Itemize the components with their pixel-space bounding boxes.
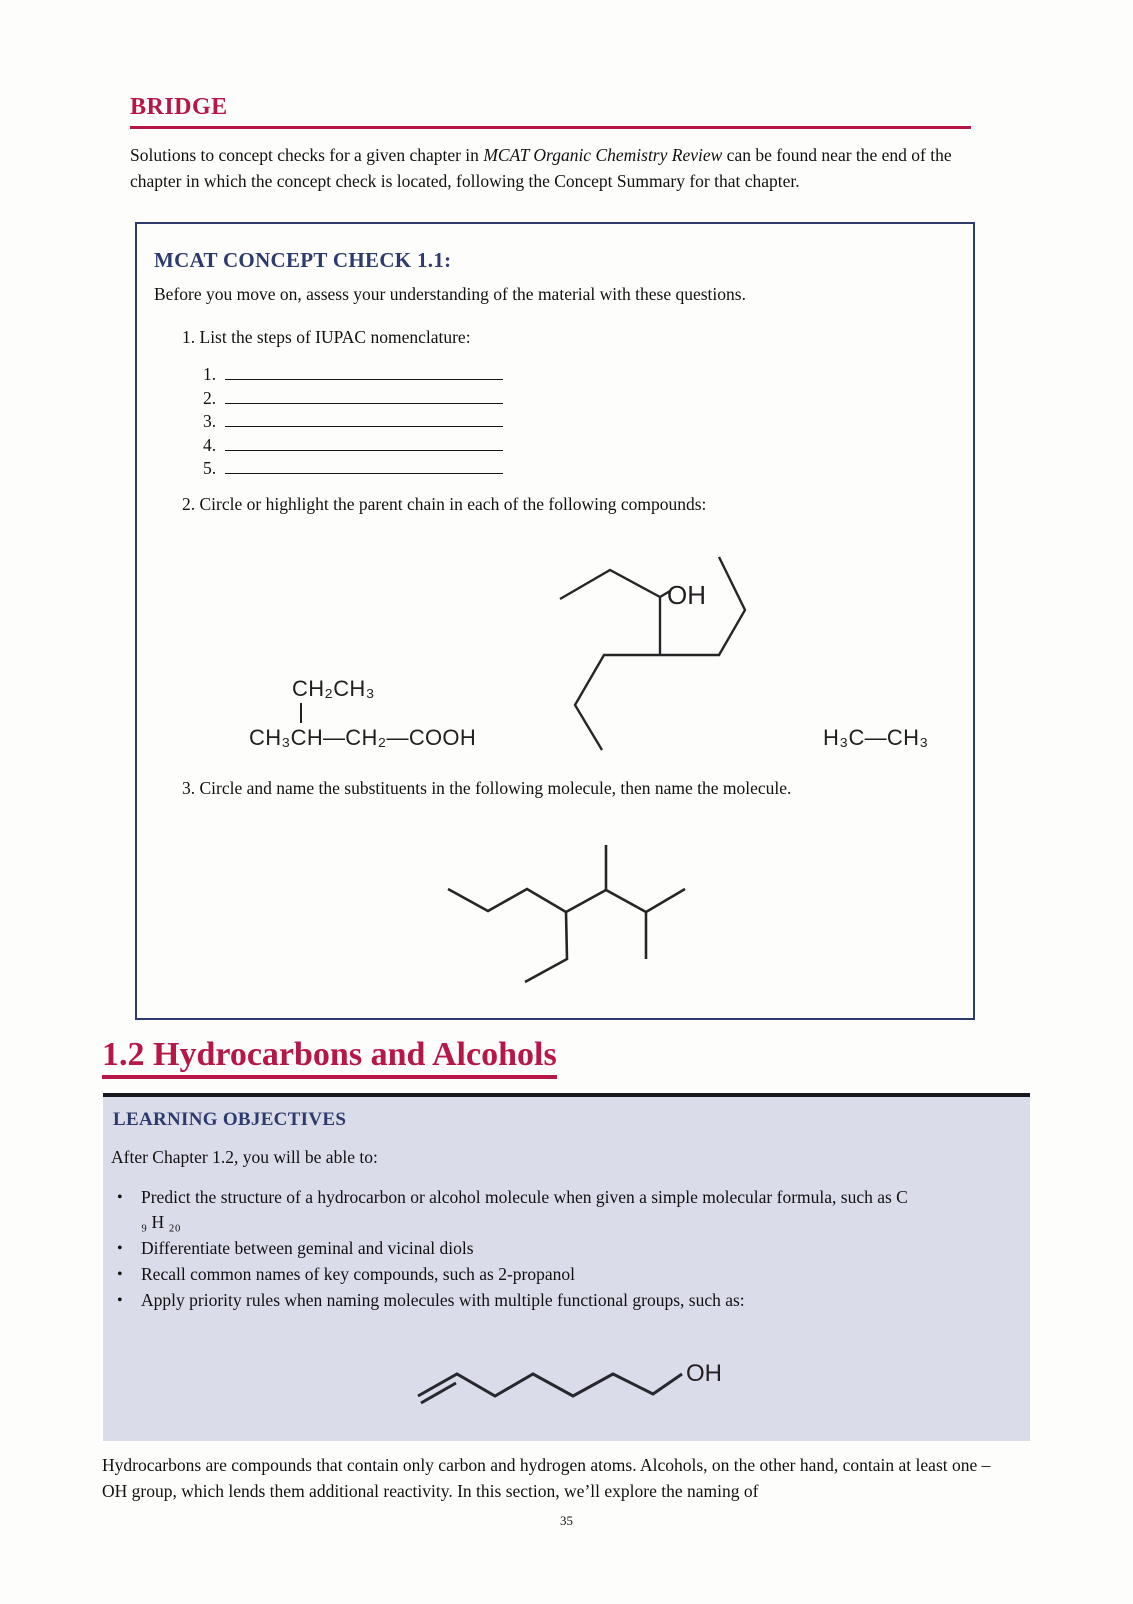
bond-line — [300, 703, 302, 723]
bridge-text-pre: Solutions to concept checks for a given chapter in — [130, 145, 484, 165]
objective-text: Recall common names of key compounds, such as 2-propanol — [141, 1264, 575, 1284]
oh-label: OH — [686, 1360, 722, 1387]
answer-blank-line — [225, 362, 503, 380]
question-1-blanks — [203, 362, 503, 480]
blank-number: 3. — [203, 411, 217, 431]
answer-blank-line — [225, 433, 503, 451]
blank-number: 2. — [203, 387, 217, 408]
answer-blank-line — [225, 409, 503, 427]
objective-item — [111, 1288, 1011, 1313]
question-3-text: Circle and name the substituents in the following molecule, then name the molecule. — [199, 778, 792, 798]
concept-check-title: MCAT CONCEPT CHECK 1.1: — [154, 248, 452, 272]
blank-row — [203, 386, 503, 410]
skeletal-structure-branched-alkane — [440, 836, 700, 991]
question-1 — [182, 327, 471, 348]
blank-number: 1. — [203, 364, 217, 384]
bullet-icon: • — [117, 1189, 123, 1206]
blank-row — [203, 456, 503, 480]
question-2-text: Circle or highlight the parent chain in each of the following compounds: — [199, 494, 707, 514]
question-1-text: List the steps of IUPAC nomenclature: — [199, 327, 471, 347]
learning-objectives-intro: After Chapter 1.2, you will be able to: — [111, 1147, 378, 1167]
objective-text: Apply priority rules when naming molecules with multiple functional groups, such as: — [141, 1290, 745, 1310]
bridge-paragraph — [130, 142, 980, 194]
question-3-number: 3. — [182, 778, 196, 798]
learning-objectives-box — [103, 1093, 1030, 1441]
page-number: 35 — [560, 1513, 573, 1528]
question-1-number: 1. — [182, 327, 196, 347]
section-heading: 1.2 Hydrocarbons and Alcohols — [102, 1036, 557, 1079]
blank-number: 5. — [203, 458, 217, 478]
objective-formula: ₉ H ₂₀ — [141, 1212, 181, 1232]
skeletal-structure-alcohol — [527, 535, 772, 765]
blank-row — [203, 409, 503, 433]
bridge-text-post: can be found near the end of the chapter in which the concept check is located, following the Concept Summary for that chapter. — [130, 145, 952, 191]
closing-paragraph: Hydrocarbons are compounds that contain only carbon and hydrogen atoms. Alcohols, on the other hand, contain at least one –OH group, which lends them additional reactivity. In this section, we’ll explore the naming of — [102, 1455, 991, 1501]
condensed-formula-ethane: H₃C—CH₃ — [823, 725, 929, 750]
blank-number: 4. — [203, 434, 217, 455]
question-2 — [182, 494, 706, 515]
objective-item — [111, 1185, 1011, 1235]
answer-blank-line — [225, 386, 503, 404]
objective-text: Differentiate between geminal and vicinal diols — [141, 1238, 474, 1258]
condensed-formula-main-chain: CH₃CH—CH₂—COOH — [249, 725, 477, 750]
bullet-icon: • — [117, 1266, 123, 1283]
learning-objectives-title: LEARNING OBJECTIVES — [113, 1109, 347, 1130]
bridge-heading: BRIDGE — [130, 94, 228, 120]
bridge-rule — [130, 126, 971, 129]
blank-row — [203, 433, 503, 457]
concept-check-intro: Before you move on, assess your understanding of the material with these questions. — [154, 284, 746, 304]
learning-objectives-list — [111, 1185, 1011, 1314]
blank-row — [203, 362, 503, 386]
bullet-icon: • — [117, 1240, 123, 1257]
objective-item — [111, 1236, 1011, 1261]
oh-label: OH — [667, 580, 706, 610]
objective-text: Predict the structure of a hydrocarbon or alcohol molecule when given a simple molecular formula, such as C ₉ H ₂₀ — [141, 1185, 908, 1235]
objective-item — [111, 1262, 1011, 1287]
question-2-number: 2. — [182, 494, 196, 514]
skeletal-structure-alkenol — [410, 1339, 725, 1414]
answer-blank-line — [225, 456, 503, 474]
bullet-icon: • — [117, 1292, 123, 1309]
question-3 — [182, 778, 791, 799]
concept-check-box — [135, 222, 975, 1020]
condensed-formula-ethyl-branch: CH₂CH₃ — [292, 676, 375, 701]
book-title-italic: MCAT Organic Chemistry Review — [483, 145, 723, 165]
